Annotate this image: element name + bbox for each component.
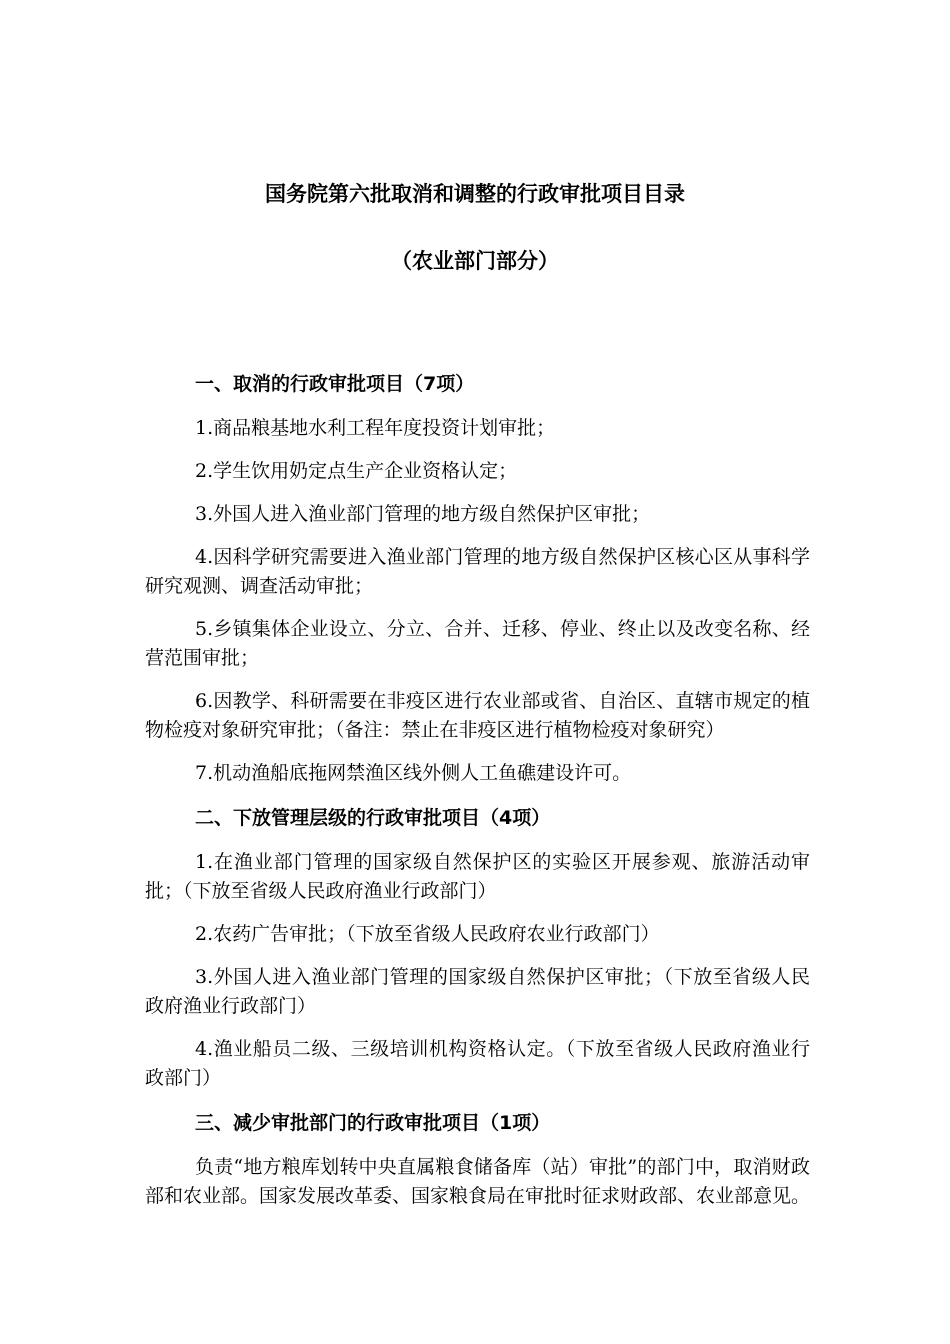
list-item: 3.外国人进入渔业部门管理的地方级自然保护区审批； [195, 503, 651, 525]
section-heading-cancelled: 一、取消的行政审批项目（7项） [195, 373, 475, 395]
list-item: 4.渔业船员二级、三级培训机构资格认定。（下放至省级人民政府渔业行政部门） [145, 1038, 810, 1089]
list-item: 2.农药广告审批；（下放至省级人民政府农业行政部门） [195, 923, 660, 945]
section-heading-reduced: 三、减少审批部门的行政审批项目（1项） [195, 1112, 551, 1134]
list-item: 2.学生饮用奶定点生产企业资格认定； [195, 460, 518, 482]
list-item: 负责“地方粮库划转中央直属粮食储备库（站）审批”的部门中，取消财政部和农业部。国家发展改革委、国家粮食局在审批时征求财政部、农业部意见。 [145, 1156, 811, 1207]
list-item: 1.在渔业部门管理的国家级自然保护区的实验区开展参观、旅游活动审批；（下放至省级人民政府渔业行政部门） [145, 851, 810, 902]
list-item: 6.因教学、科研需要在非疫区进行农业部或省、自治区、直辖市规定的植物检疫对象研究审批；（备注：禁止在非疫区进行植物检疫对象研究） [145, 690, 810, 741]
document-subtitle: （农业部门部分） [391, 249, 559, 273]
list-item: 5.乡镇集体企业设立、分立、合并、迁移、停业、终止以及改变名称、经营范围审批； [145, 618, 810, 669]
section-heading-delegated: 二、下放管理层级的行政审批项目（4项） [195, 807, 551, 829]
document-title: 国务院第六批取消和调整的行政审批项目目录 [265, 182, 685, 206]
list-item: 3.外国人进入渔业部门管理的国家级自然保护区审批；（下放至省级人民政府渔业行政部门） [145, 966, 810, 1017]
document-body [145, 368, 810, 1225]
list-item: 4.因科学研究需要进入渔业部门管理的地方级自然保护区核心区从事科学研究观测、调查活动审批； [145, 546, 810, 597]
list-item: 7.机动渔船底拖网禁渔区线外侧人工鱼礁建设许可。 [195, 762, 632, 784]
list-item: 1.商品粮基地水利工程年度投资计划审批； [195, 417, 556, 439]
